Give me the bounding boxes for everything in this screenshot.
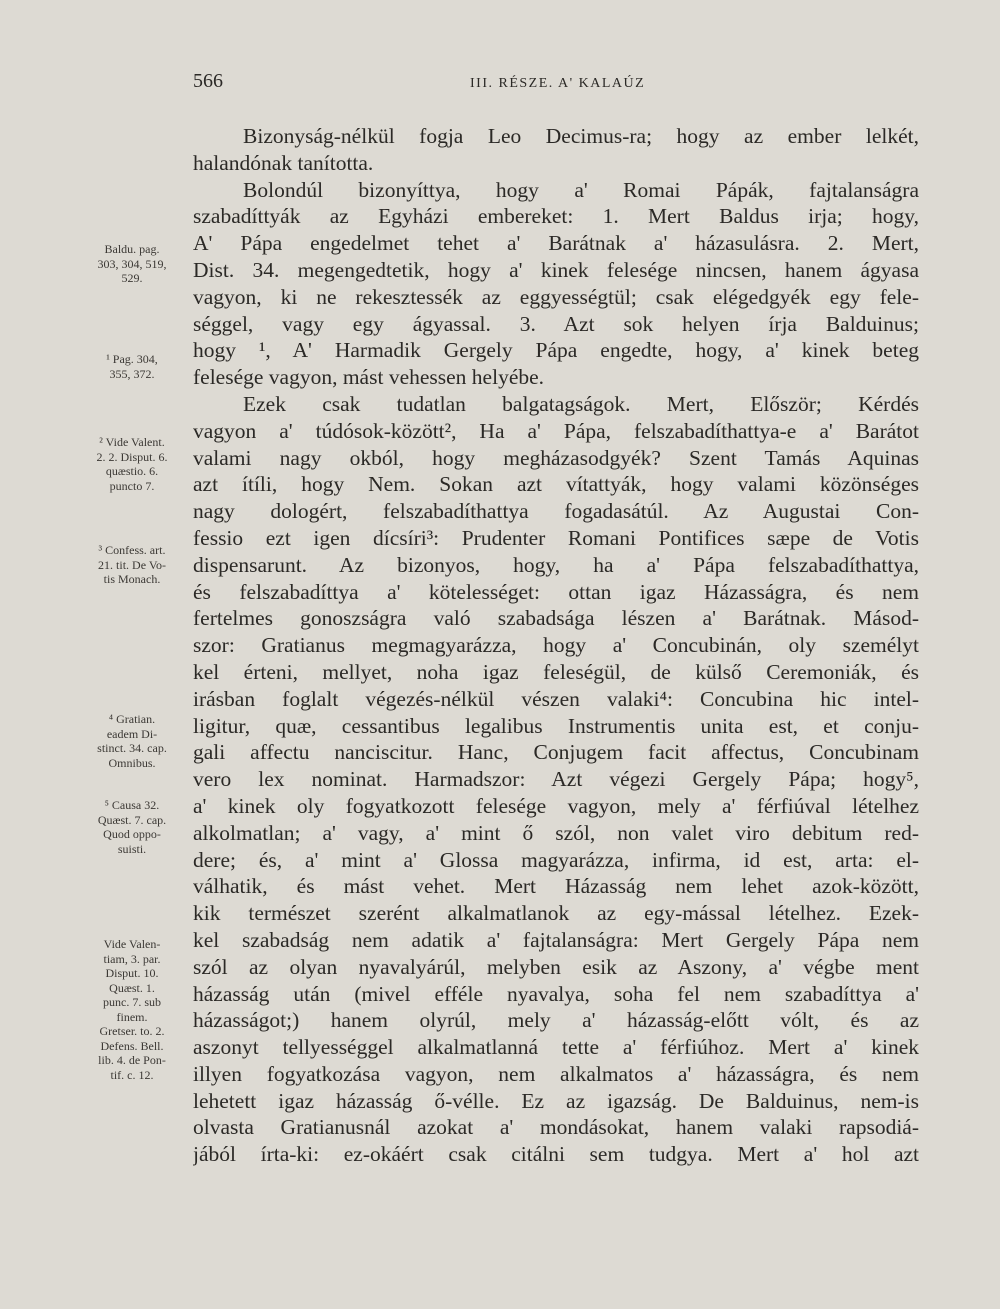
text-line: vero lex nominat. Harmadszor: Azt végezi Gergely Pápa; hogy⁵, xyxy=(193,767,919,792)
margin-note-line: Omnibus. xyxy=(108,755,156,770)
margin-note xyxy=(82,435,182,493)
text-line: fertelmes gonoszságra való szabadsága lészen a' Barátnak. Másod- xyxy=(193,606,919,631)
text-line: kik természet szerént alkalmatlanok az egy-mással lételhez. Ezek- xyxy=(193,901,919,926)
margin-note-line: eadem Di- xyxy=(106,726,158,741)
running-head: III. RÉSZE. A' KALAÚZ xyxy=(470,76,646,91)
margin-note xyxy=(82,352,182,381)
margin-note-line: 529. xyxy=(121,271,143,285)
page-number: 566 xyxy=(193,70,223,92)
text-line: jából írta-ki: ez-okáért csak citálni sem tudgya. Mert a' hol azt xyxy=(193,1142,919,1167)
text-line: felesége vagyon, mást vehessen helyébe. xyxy=(193,365,545,390)
margin-note-line: Gretser. to. 2. xyxy=(99,1024,165,1038)
text-line: olvasta Gratianusnál azokat a' mondásokat, hanem valaki rapsodiá- xyxy=(193,1115,919,1140)
text-line: Ezek csak tudatlan balgatagságok. Mert, Először; Kérdés xyxy=(243,391,919,416)
text-line: Bizonyság-nélkül fogja Leo Decimus-ra; hogy az ember lelkét, xyxy=(243,124,919,148)
margin-note-line: puncto 7. xyxy=(109,478,155,493)
text-line: irásban foglalt végezés-nélkül vészen valaki⁴: Concubina hic intel- xyxy=(193,686,919,711)
margin-note-line: tif. c. 12. xyxy=(110,1067,154,1082)
margin-note-line: ⁴ Gratian. xyxy=(108,712,156,726)
main-text xyxy=(193,123,919,1168)
text-line: szabadíttyák az Egyházi embereket: 1. Mert Baldus irja; hogy, xyxy=(193,204,919,229)
text-line: és felszabadíttya a' kötelességet: ottan igaz Házasságra, és nem xyxy=(193,579,919,604)
text-line: kel érteni, mellyet, noha igaz feleségül, de külső Ceremoniák, és xyxy=(193,659,919,684)
text-line: válhatik, és mást vehet. Mert Házasság nem lehet azok-között, xyxy=(193,874,919,899)
text-line: aszonyt tellyességgel alkalmatlanná tette a' férfiúhoz. Mert a' kinek xyxy=(193,1035,919,1060)
text-line: ligitur, quæ, cessantibus legalibus Instrumentis unita est, et conju- xyxy=(193,713,919,738)
margin-note-line: 303, 304, 519, xyxy=(97,256,167,271)
margin-note xyxy=(82,712,182,770)
text-line: szor: Gratianus megmagyarázza, hogy a' Concubinán, oly személyt xyxy=(193,633,919,658)
margin-note-line: suisti. xyxy=(117,841,147,856)
text-line: a' kinek oly fogyatkozott felesége vagyon, mely a' férfiúval lételhez xyxy=(193,793,919,818)
text-line: lehetett igaz házasság ő-vélle. Ez az igazság. De Balduinus, nem-is xyxy=(193,1088,919,1113)
margin-note-line: tis Monach. xyxy=(103,572,161,586)
margin-note-line: 21. tit. De Vo- xyxy=(98,557,166,572)
margin-note-line: finem. xyxy=(116,1009,148,1024)
margin-note-line: Quæst. 7. cap. xyxy=(97,812,167,827)
text-line: kel szabadság nem adatik a' fajtalanságra: Mert Gergely Pápa nem xyxy=(193,927,919,952)
text-line: Dist. 34. megengedtetik, hogy a' kinek felesége nincsen, hanem ágyasa xyxy=(193,257,919,282)
text-line: dere; és, a' mint a' Glossa magyarázza, infirma, id est, arta: el- xyxy=(193,847,919,872)
text-line: valami nagy okból, hogy megházasodgyék? Szent Tamás Aquinas xyxy=(193,445,919,470)
margin-note-line: ³ Confess. art. xyxy=(98,543,166,557)
margin-note-line: Disput. 10. xyxy=(105,966,159,980)
text-line: alkolmatlan; a' vagy, a' mint ő szól, non valet viro debitum red- xyxy=(193,820,919,845)
margin-note xyxy=(82,937,182,1082)
text-line: Bolondúl bizonyíttya, hogy a' Romai Pápák, fajtalanságra xyxy=(243,177,919,202)
text-line: nagy dologért, felszabadíthattya fogadasátúl. Az Augustai Con- xyxy=(193,499,919,524)
text-line: halandónak tanította. xyxy=(193,150,374,175)
margin-note-line: ¹ Pag. 304, xyxy=(106,352,158,366)
margin-note-line: Vide Valen- xyxy=(103,937,161,951)
text-line: vagyon, ki ne rekesztessék az eggyességtül; csak elégedgyék egy fele- xyxy=(193,284,919,309)
margin-note-line: Baldu. pag. xyxy=(104,242,160,256)
text-line: A' Pápa engedelmet tehet a' Barátnak a' házasulásra. 2. Mert, xyxy=(193,231,919,256)
margin-note-line: stinct. 34. cap. xyxy=(97,741,167,755)
margin-note-line: Quod oppo- xyxy=(103,827,161,841)
text-line: illyen fogyatkozása vagyon, nem alkalmatos a' házasságra, és nem xyxy=(193,1061,919,1086)
margin-note xyxy=(82,798,182,856)
margin-note-line: ² Vide Valent. xyxy=(99,435,165,449)
margin-note-line: 355, 372. xyxy=(109,366,155,381)
margin-note-line: quæstio. 6. xyxy=(105,464,159,478)
margin-note-line: ⁵ Causa 32. xyxy=(104,798,160,812)
text-line: azt ítíli, hogy Nem. Sokan azt vítattyák, hogy valami közönséges xyxy=(193,472,919,497)
text-line: séggel, vagy egy ágyassal. 3. Azt sok helyen írja Balduinus; xyxy=(193,311,919,336)
margin-note-line: 2. 2. Disput. 6. xyxy=(96,449,168,464)
margin-note-line: Defens. Bell. xyxy=(100,1038,164,1053)
margin-note-line: Quæst. 1. xyxy=(109,980,155,995)
text-line: vagyon a' túdósok-között², Ha a' Pápa, felszabadíthattya-e a' Barátot xyxy=(193,418,919,443)
text-line: házasságot;) hanem olyrúl, mely a' házasság-előtt vólt, és az xyxy=(193,1008,919,1033)
margin-note xyxy=(82,543,182,587)
margin-note-line: tiam, 3. par. xyxy=(103,951,161,966)
margin-note xyxy=(82,242,182,286)
text-line: szól az olyan nyavalyárúl, melyben esik az Aszony, a' végbe ment xyxy=(193,954,919,979)
text-line: házasság után (mivel efféle nyavalya, soha fel nem szabadíttya a' xyxy=(193,981,919,1006)
text-line: fessio ezt igen dícsíri³: Prudenter Romani Pontifices sæpe de Votis xyxy=(193,525,919,550)
text-line: gali affectu nanciscitur. Hanc, Conjugem facit affectus, Concubinam xyxy=(193,740,919,765)
text-line: dispensarunt. Az bizonyos, hogy, ha a' Pápa felszabadíthattya, xyxy=(193,552,919,577)
text-line: hogy ¹, A' Harmadik Gergely Pápa engedte, hogy, a' kinek beteg xyxy=(193,338,919,363)
margin-note-line: lib. 4. de Pon- xyxy=(98,1053,166,1067)
margin-note-line: punc. 7. sub xyxy=(103,995,161,1009)
